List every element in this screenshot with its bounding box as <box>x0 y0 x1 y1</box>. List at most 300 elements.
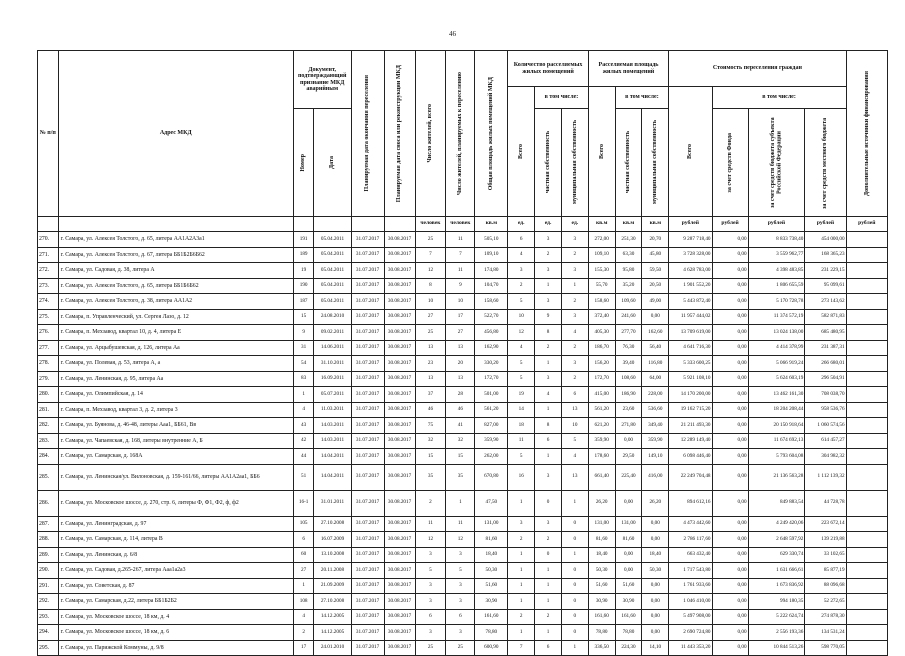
cost-local: 134 531,24 <box>805 625 846 641</box>
residents: 75 <box>415 418 446 434</box>
row-number: 287. <box>38 516 59 532</box>
residents-planned: 3 <box>446 578 475 594</box>
unit-cell: кв.м <box>475 217 508 232</box>
count-private: 0 <box>535 490 562 516</box>
planned-end: 31.07.2017 <box>351 449 384 465</box>
doc-date: 27.10.2008 <box>314 516 351 532</box>
doc-number: 60 <box>293 547 314 563</box>
address: г. Самара, ул. Советская, д. 87 <box>58 578 293 594</box>
residents-planned: 11 <box>446 263 475 279</box>
area-total: 178,60 <box>588 449 615 465</box>
cost-local: 223 672,14 <box>805 516 846 532</box>
count-private: 3 <box>535 464 562 490</box>
row-number: 286. <box>38 490 59 516</box>
row-number: 289. <box>38 547 59 563</box>
count-private: 4 <box>535 387 562 403</box>
residents: 25 <box>415 640 446 656</box>
area-private: 225,40 <box>615 464 642 490</box>
address: г. Самара, ул. Буянова, д. 46-48, литеры Ааа1, ББ61, Вв <box>58 418 293 434</box>
area-private: 241,60 <box>615 309 642 325</box>
cost-additional <box>846 464 887 490</box>
area-municipal: 162,60 <box>642 325 669 341</box>
area-municipal: 149,10 <box>642 449 669 465</box>
header-fund: за счет средств Фонда <box>726 132 733 193</box>
count-private: 2 <box>535 247 562 263</box>
cost-additional <box>846 490 887 516</box>
planned-demolish: 30.08.2017 <box>384 433 415 449</box>
area-total: 161,60 <box>588 609 615 625</box>
area-municipal: 0,00 <box>642 309 669 325</box>
cost-region: 18 204 208,44 <box>748 402 805 418</box>
residents-planned: 13 <box>446 340 475 356</box>
residents: 3 <box>415 547 446 563</box>
count-municipal: 0 <box>561 563 588 579</box>
cost-region: 4 414 378,99 <box>748 340 805 356</box>
count-private: 0 <box>535 547 562 563</box>
planned-end: 31.07.2017 <box>351 516 384 532</box>
residents-planned: 3 <box>446 625 475 641</box>
total-area: 81,60 <box>475 532 508 548</box>
cost-additional <box>846 433 887 449</box>
total-area: 456,80 <box>475 325 508 341</box>
cost-region: 629 330,74 <box>748 547 805 563</box>
row-number: 288. <box>38 532 59 548</box>
cost-region: 5 624 603,19 <box>748 371 805 387</box>
cost-total: 5 443 872,40 <box>669 294 712 310</box>
cost-additional <box>846 247 887 263</box>
cost-local: 1 060 574,56 <box>805 418 846 434</box>
cost-region: 5 793 604,08 <box>748 449 805 465</box>
table-row <box>38 532 888 548</box>
cost-fund: 0,00 <box>712 402 748 418</box>
row-number: 282. <box>38 418 59 434</box>
area-municipal: 0,00 <box>642 594 669 610</box>
planned-demolish: 30.08.2017 <box>384 325 415 341</box>
cost-fund: 0,00 <box>712 263 748 279</box>
area-municipal: 0,00 <box>642 578 669 594</box>
area-private: 224,30 <box>615 640 642 656</box>
residents: 12 <box>415 532 446 548</box>
area-private: 81,60 <box>615 532 642 548</box>
row-number: 291. <box>38 578 59 594</box>
cost-local: 44 728,78 <box>805 490 846 516</box>
page-number: 46 <box>449 30 456 38</box>
address: г. Самара, ул. Алексея Толстого, д. 65, литера ББ1Б6Б62 <box>58 278 293 294</box>
cost-additional <box>846 640 887 656</box>
cost-region: 3 559 962,77 <box>748 247 805 263</box>
count-municipal: 3 <box>561 263 588 279</box>
total-area: 172,70 <box>475 371 508 387</box>
cost-local: 1 112 139,32 <box>805 464 846 490</box>
residents-planned: 11 <box>446 516 475 532</box>
total-area: 262,00 <box>475 449 508 465</box>
header-count-including: в том числе: <box>535 87 589 109</box>
area-private: 0,00 <box>615 563 642 579</box>
cost-region: 2 648 597,92 <box>748 532 805 548</box>
row-number: 292. <box>38 594 59 610</box>
unit-cell: рублей <box>748 217 805 232</box>
planned-demolish: 30.08.2017 <box>384 563 415 579</box>
planned-demolish: 30.08.2017 <box>384 532 415 548</box>
count-private: 2 <box>535 340 562 356</box>
doc-date: 24.08.2010 <box>314 309 351 325</box>
doc-number: 4 <box>293 609 314 625</box>
residents-planned: 46 <box>446 402 475 418</box>
total-area: 505,10 <box>475 232 508 248</box>
doc-date: 31.01.2011 <box>314 490 351 516</box>
residents: 32 <box>415 433 446 449</box>
cost-region: 849 883,54 <box>748 490 805 516</box>
doc-number: 83 <box>293 371 314 387</box>
doc-date: 21.09.2009 <box>314 578 351 594</box>
planned-end: 31.07.2017 <box>351 309 384 325</box>
area-municipal: 49,00 <box>642 294 669 310</box>
cost-total: 13 709 619,00 <box>669 325 712 341</box>
doc-number: 42 <box>293 433 314 449</box>
header-doc-date: Дата <box>329 156 336 169</box>
doc-date: 11.03.2011 <box>314 402 351 418</box>
residents: 13 <box>415 371 446 387</box>
area-total: 405,30 <box>588 325 615 341</box>
header-count-group: Количество расселяемых жилых помещений <box>508 51 588 87</box>
residents: 8 <box>415 278 446 294</box>
row-number: 294. <box>38 625 59 641</box>
residents-planned: 9 <box>446 278 475 294</box>
area-total: 18,40 <box>588 547 615 563</box>
planned-demolish: 30.08.2017 <box>384 278 415 294</box>
count-total: 18 <box>508 418 535 434</box>
count-total: 5 <box>508 449 535 465</box>
doc-date: 14.04.2011 <box>314 464 351 490</box>
count-municipal: 0 <box>561 609 588 625</box>
total-area: 104,70 <box>475 278 508 294</box>
planned-end: 31.07.2017 <box>351 433 384 449</box>
cost-region: 5 170 728,78 <box>748 294 805 310</box>
count-total: 3 <box>508 263 535 279</box>
area-total: 109,10 <box>588 247 615 263</box>
cost-total: 5 497 908,00 <box>669 609 712 625</box>
residents-planned: 25 <box>446 640 475 656</box>
header-total-area: Общая площадь жилых помещений МКД <box>488 76 495 191</box>
area-total: 415,00 <box>588 387 615 403</box>
table-row <box>38 547 888 563</box>
cost-total: 6 098 446,40 <box>669 449 712 465</box>
residents-planned: 35 <box>446 464 475 490</box>
table-row <box>38 309 888 325</box>
table-row <box>38 371 888 387</box>
address: г. Самара, ул. Ленинская/ул. Вилоновская, д. 159-161/66, литеры АА1А2аа1, ББ6 <box>58 464 293 490</box>
area-municipal: 64,00 <box>642 371 669 387</box>
area-total: 372,40 <box>588 309 615 325</box>
cost-local: 266 680,01 <box>805 356 846 372</box>
row-number: 275. <box>38 309 59 325</box>
area-total: 621,20 <box>588 418 615 434</box>
area-municipal: 0,00 <box>642 532 669 548</box>
table-row <box>38 232 888 248</box>
planned-end: 31.07.2017 <box>351 232 384 248</box>
count-private: 3 <box>535 516 562 532</box>
count-private: 8 <box>535 418 562 434</box>
cost-additional <box>846 294 887 310</box>
unit-cell: рублей <box>805 217 846 232</box>
planned-end: 31.07.2017 <box>351 278 384 294</box>
planned-demolish: 30.08.2017 <box>384 464 415 490</box>
total-area: 109,10 <box>475 247 508 263</box>
cost-total: 4 473 442,60 <box>669 516 712 532</box>
cost-region: 1 806 655,59 <box>748 278 805 294</box>
table-row <box>38 325 888 341</box>
cost-fund: 0,00 <box>712 371 748 387</box>
address: г. Самара, ул. Парижской Коммуны, д. 9/8 <box>58 640 293 656</box>
area-municipal: 56,40 <box>642 340 669 356</box>
cost-additional <box>846 578 887 594</box>
area-total: 186,70 <box>588 340 615 356</box>
cost-fund: 0,00 <box>712 232 748 248</box>
count-total: 16 <box>508 464 535 490</box>
planned-demolish: 30.08.2017 <box>384 547 415 563</box>
cost-local: 273 143,62 <box>805 294 846 310</box>
planned-demolish: 30.08.2017 <box>384 578 415 594</box>
cost-region: 994 180,35 <box>748 594 805 610</box>
doc-number: 4 <box>293 402 314 418</box>
planned-end: 31.07.2017 <box>351 418 384 434</box>
address: г. Самара, ул. Полевая, д. 53, литера А, а <box>58 356 293 372</box>
residents-planned: 10 <box>446 294 475 310</box>
area-private: 63,30 <box>615 247 642 263</box>
address: г. Самара, п. Мехзавод, квартал 3, д. 2, литера 3 <box>58 402 293 418</box>
cost-region: 20 150 918,64 <box>748 418 805 434</box>
count-private: 1 <box>535 278 562 294</box>
cost-total: 1 717 543,80 <box>669 563 712 579</box>
area-total: 172,70 <box>588 371 615 387</box>
header-count-municipal: муниципальная собственность <box>571 120 578 205</box>
residents-planned: 27 <box>446 325 475 341</box>
planned-end: 31.07.2017 <box>351 578 384 594</box>
count-total: 4 <box>508 247 535 263</box>
row-number: 293. <box>38 609 59 625</box>
residents: 23 <box>415 356 446 372</box>
doc-date: 05.07.2011 <box>314 387 351 403</box>
area-total: 158,60 <box>588 294 615 310</box>
area-total: 155,30 <box>588 263 615 279</box>
count-municipal: 2 <box>561 294 588 310</box>
cost-total: 1 046 410,00 <box>669 594 712 610</box>
cost-local: 85 877,19 <box>805 563 846 579</box>
area-total: 272,00 <box>588 232 615 248</box>
cost-local: 33 102,65 <box>805 547 846 563</box>
header-residents-planned: Число жителей, планируемых к переселению <box>457 71 464 196</box>
doc-number: 190 <box>293 278 314 294</box>
header-cost-group: Стоимость переселения граждан <box>669 51 846 87</box>
header-cost-total: Всего <box>687 144 694 159</box>
unit-cell: человек <box>415 217 446 232</box>
total-area: 51,60 <box>475 578 508 594</box>
unit-cell: кв.м <box>615 217 642 232</box>
area-private: 109,60 <box>615 294 642 310</box>
count-total: 3 <box>508 516 535 532</box>
doc-number: 54 <box>293 356 314 372</box>
cost-total: 5 921 108,10 <box>669 371 712 387</box>
doc-date: 14.12.2005 <box>314 625 351 641</box>
address: г. Самара, ул. Садовая, д. 38, литера А <box>58 263 293 279</box>
area-private: 51,60 <box>615 578 642 594</box>
count-total: 12 <box>508 325 535 341</box>
area-total: 661,40 <box>588 464 615 490</box>
planned-demolish: 30.08.2017 <box>384 490 415 516</box>
cost-total: 14 170 200,00 <box>669 387 712 403</box>
table-row <box>38 247 888 263</box>
count-private: 1 <box>535 356 562 372</box>
total-area: 561,20 <box>475 402 508 418</box>
doc-date: 14.06.2011 <box>314 340 351 356</box>
count-total: 10 <box>508 309 535 325</box>
count-municipal: 13 <box>561 402 588 418</box>
count-municipal: 3 <box>561 232 588 248</box>
table-row <box>38 490 888 516</box>
cost-local: 582 871,83 <box>805 309 846 325</box>
table-row <box>38 433 888 449</box>
area-total: 30,90 <box>588 594 615 610</box>
doc-number: 189 <box>293 247 314 263</box>
cost-total: 2 690 724,80 <box>669 625 712 641</box>
count-total: 11 <box>508 433 535 449</box>
cost-local: 685 480,95 <box>805 325 846 341</box>
area-total: 55,70 <box>588 278 615 294</box>
cost-total: 894 612,16 <box>669 490 712 516</box>
doc-number: 6 <box>293 532 314 548</box>
area-total: 156,20 <box>588 356 615 372</box>
doc-number: 108 <box>293 594 314 610</box>
residents-planned: 13 <box>446 371 475 387</box>
cost-additional <box>846 402 887 418</box>
area-private: 30,90 <box>615 594 642 610</box>
count-municipal: 13 <box>561 464 588 490</box>
cost-fund: 0,00 <box>712 247 748 263</box>
cost-fund: 0,00 <box>712 464 748 490</box>
residents: 15 <box>415 449 446 465</box>
doc-date: 14.12.2005 <box>314 609 351 625</box>
count-total: 14 <box>508 402 535 418</box>
planned-end: 31.07.2017 <box>351 547 384 563</box>
cost-local: 958 536,76 <box>805 402 846 418</box>
doc-number: 2 <box>293 625 314 641</box>
cost-fund: 0,00 <box>712 594 748 610</box>
row-number: 274. <box>38 294 59 310</box>
total-area: 50,30 <box>475 563 508 579</box>
area-municipal: 0,00 <box>642 516 669 532</box>
table-row <box>38 278 888 294</box>
total-area: 827,00 <box>475 418 508 434</box>
residents-planned: 32 <box>446 433 475 449</box>
doc-number: 17 <box>293 640 314 656</box>
doc-date: 16.09.2011 <box>314 371 351 387</box>
cost-fund: 0,00 <box>712 547 748 563</box>
residents: 13 <box>415 340 446 356</box>
doc-date: 05.04.2011 <box>314 294 351 310</box>
cost-fund: 0,00 <box>712 278 748 294</box>
address: г. Самара, ул. Алексея Толстого, д. 38, литера АА1А2 <box>58 294 293 310</box>
address: г. Самара, ул. Арцыбушевская, д. 126, литера Аа <box>58 340 293 356</box>
doc-date: 05.04.2011 <box>314 278 351 294</box>
total-area: 522,70 <box>475 309 508 325</box>
cost-total: 5 333 600,25 <box>669 356 712 372</box>
area-municipal: 18,40 <box>642 547 669 563</box>
cost-local: 598 770,05 <box>805 640 846 656</box>
cost-additional <box>846 418 887 434</box>
total-area: 174,80 <box>475 263 508 279</box>
address: г. Самара, п. Управленческий, ул. Сергея Лазо, д. 12 <box>58 309 293 325</box>
count-private: 9 <box>535 309 562 325</box>
doc-date: 24.01.2010 <box>314 640 351 656</box>
count-municipal: 0 <box>561 532 588 548</box>
count-municipal: 0 <box>561 578 588 594</box>
area-municipal: 359,90 <box>642 433 669 449</box>
cost-local: 88 096,68 <box>805 578 846 594</box>
doc-number: 31 <box>293 340 314 356</box>
header-region: за счет средств бюджета субъекта Российской Федерации <box>770 117 783 208</box>
count-total: 1 <box>508 547 535 563</box>
planned-demolish: 30.08.2017 <box>384 387 415 403</box>
unit-cell: человек <box>446 217 475 232</box>
doc-date: 05.04.2011 <box>314 247 351 263</box>
count-total: 2 <box>508 278 535 294</box>
address: г. Самара, ул. Московское шоссе, 18 км, д. 4 <box>58 609 293 625</box>
address: г. Самара, ул. Алексея Толстого, д. 67, литера ББ1Б2Б6Б62 <box>58 247 293 263</box>
cost-fund: 0,00 <box>712 578 748 594</box>
planned-end: 31.07.2017 <box>351 263 384 279</box>
planned-demolish: 30.08.2017 <box>384 232 415 248</box>
area-private: 39,40 <box>615 356 642 372</box>
planned-demolish: 30.08.2017 <box>384 247 415 263</box>
count-municipal: 0 <box>561 516 588 532</box>
cost-local: 454 000,00 <box>805 232 846 248</box>
doc-number: 43 <box>293 418 314 434</box>
cost-total: 4 641 716,30 <box>669 340 712 356</box>
residents: 25 <box>415 232 446 248</box>
count-private: 3 <box>535 232 562 248</box>
count-private: 3 <box>535 263 562 279</box>
cost-total: 9 287 718,40 <box>669 232 712 248</box>
count-municipal: 3 <box>561 309 588 325</box>
cost-total: 3 728 328,00 <box>669 247 712 263</box>
address: г. Самара, ул. Самарская, д. 114, литера В <box>58 532 293 548</box>
header-area-private: частная собственность <box>625 131 632 194</box>
doc-date: 13.10.2008 <box>314 547 351 563</box>
planned-demolish: 30.08.2017 <box>384 625 415 641</box>
residents: 37 <box>415 387 446 403</box>
header-local: за счет средств местного бюджета <box>822 116 829 209</box>
doc-number: 19 <box>293 263 314 279</box>
area-municipal: 26,20 <box>642 490 669 516</box>
address: г. Самара, ул. Садовая, д.265-267, литера Ааа1а2а3 <box>58 563 293 579</box>
area-private: 251,30 <box>615 232 642 248</box>
residents-planned: 6 <box>446 609 475 625</box>
area-total: 336,50 <box>588 640 615 656</box>
area-municipal: 20,50 <box>642 278 669 294</box>
count-municipal: 0 <box>561 594 588 610</box>
area-total: 561,20 <box>588 402 615 418</box>
count-private: 1 <box>535 563 562 579</box>
header-count-total: Всего <box>518 144 525 159</box>
cost-additional <box>846 625 887 641</box>
planned-demolish: 30.08.2017 <box>384 516 415 532</box>
planned-end: 31.07.2017 <box>351 294 384 310</box>
header-area-group: Расселяемая площадь жилых помещений <box>588 51 668 87</box>
cost-local: 614 457,27 <box>805 433 846 449</box>
doc-date: 14.03.2011 <box>314 433 351 449</box>
count-private: 6 <box>535 433 562 449</box>
count-private: 1 <box>535 578 562 594</box>
